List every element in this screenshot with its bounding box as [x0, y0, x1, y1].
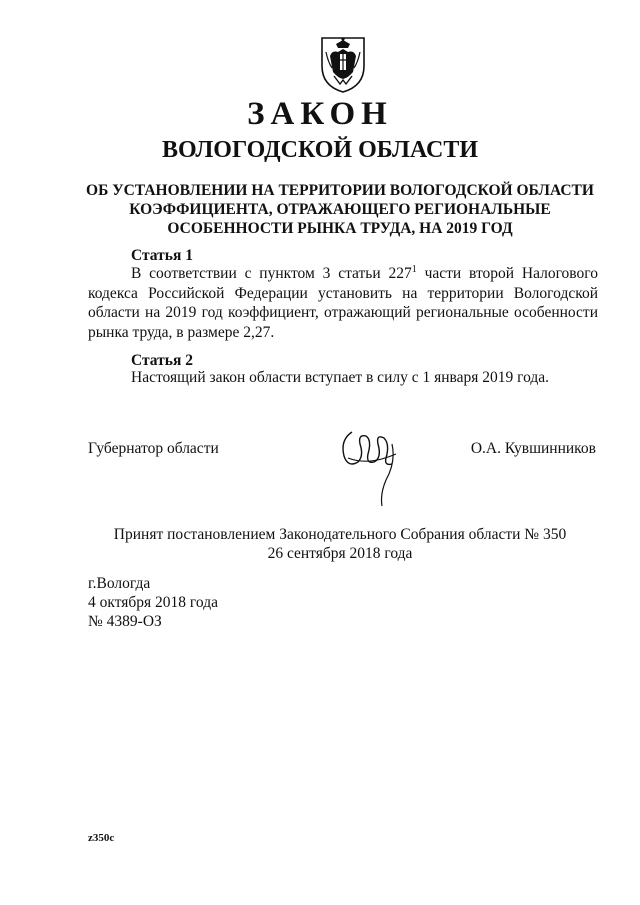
sign-date: 4 октября 2018 года	[88, 594, 218, 611]
law-subject	[60, 181, 620, 238]
article-2-title: Статья 2	[131, 352, 193, 369]
governor-name: О.А. Кувшинников	[470, 440, 596, 457]
article-1-superscript: 1	[411, 263, 417, 275]
document-code: z350c	[88, 832, 115, 844]
article-2-text: Настоящий закон области вступает в силу с 1 января 2019 года.	[131, 369, 550, 386]
law-number: № 4389-ОЗ	[88, 613, 162, 630]
subject-line: ОБ УСТАНОВЛЕНИИ НА ТЕРРИТОРИИ ВОЛОГОДСКОЙ ОБЛАСТИ	[86, 182, 594, 199]
handwritten-signature	[338, 422, 404, 508]
article-1-title: Статья 1	[131, 247, 193, 264]
city: г.Вологда	[88, 575, 151, 592]
article-1-text	[88, 264, 598, 342]
governor-label: Губернатор области	[88, 440, 219, 457]
article-1-text-part: части второй Налогового кодекса Российской Федерации установить на территории Вологодской области на 2019 год коэффициент, отражающий региональные особенности рынка труда, в размере 2,27.	[88, 265, 598, 341]
article-1-text-part: В соответствии с пунктом 3 статьи 227	[131, 265, 412, 282]
law-title: ЗАКОН	[247, 96, 393, 132]
region-title: ВОЛОГОДСКОЙ ОБЛАСТИ	[161, 137, 479, 163]
coat-of-arms-icon	[318, 32, 368, 94]
adoption-line: Принят постановлением Законодательного Собрания области № 350	[113, 526, 567, 543]
place-and-number	[88, 574, 218, 631]
subject-line: КОЭФФИЦИЕНТА, ОТРАЖАЮЩЕГО РЕГИОНАЛЬНЫЕ	[129, 201, 551, 218]
subject-line: ОСОБЕННОСТИ РЫНКА ТРУДА, НА 2019 ГОД	[167, 220, 513, 237]
adoption-date: 26 сентября 2018 года	[267, 545, 413, 562]
adoption-note	[60, 525, 620, 563]
